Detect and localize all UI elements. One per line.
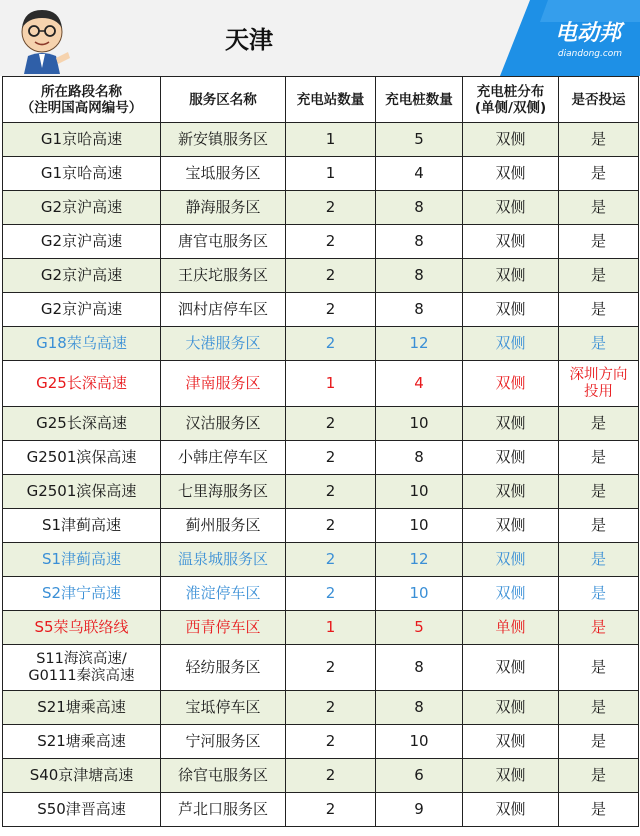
- pile-count-cell: 8: [376, 225, 463, 259]
- pile-distribution-cell: 双侧: [463, 407, 559, 441]
- status-cell: [559, 361, 639, 407]
- station-count-cell: 2: [286, 327, 376, 361]
- road-cell: [3, 157, 161, 191]
- status-cell-line: 深圳方向: [569, 366, 628, 383]
- table-row: [3, 157, 639, 191]
- station-count-cell: 2: [286, 509, 376, 543]
- table-row: [3, 577, 639, 611]
- table-row: [3, 123, 639, 157]
- status-cell-line: 是: [590, 550, 606, 568]
- status-cell-line: 是: [590, 414, 606, 432]
- pile-distribution-cell: 双侧: [463, 725, 559, 759]
- road-cell-line: S1津蓟高速: [41, 550, 122, 568]
- status-cell: [559, 645, 639, 691]
- table-header-row: [3, 77, 639, 123]
- table-row: [3, 441, 639, 475]
- road-cell-line: G2京沪高速: [40, 300, 123, 318]
- road-cell: [3, 509, 161, 543]
- road-cell-line: S2津宁高速: [41, 584, 122, 602]
- status-cell: [559, 191, 639, 225]
- status-cell-line: 是: [590, 766, 606, 784]
- road-cell-line: G1京哈高速: [40, 164, 123, 182]
- status-cell-line: 是: [590, 198, 606, 216]
- pile-count-cell: 10: [376, 577, 463, 611]
- status-cell-line: 是: [590, 698, 606, 716]
- status-cell: [559, 259, 639, 293]
- pile-count-cell: 8: [376, 441, 463, 475]
- pile-distribution-cell: 双侧: [463, 759, 559, 793]
- road-cell: [3, 611, 161, 645]
- status-cell-line: 投用: [584, 383, 613, 400]
- road-cell-line: S21塘乘高速: [37, 698, 126, 716]
- road-cell: [3, 543, 161, 577]
- status-cell-line: 是: [590, 266, 606, 284]
- service-area-cell: 宝坻停车区: [161, 691, 286, 725]
- status-cell: [559, 509, 639, 543]
- road-cell-line: G0111秦滨高速: [28, 667, 135, 684]
- road-cell: [3, 475, 161, 509]
- service-area-cell: 宁河服务区: [161, 725, 286, 759]
- status-cell: [559, 123, 639, 157]
- status-cell: [559, 327, 639, 361]
- pile-distribution-cell: 双侧: [463, 691, 559, 725]
- status-cell: [559, 577, 639, 611]
- pile-distribution-cell: 双侧: [463, 361, 559, 407]
- column-header-line: 是否投运: [571, 91, 626, 108]
- pile-count-cell: 8: [376, 191, 463, 225]
- station-count-cell: 2: [286, 691, 376, 725]
- service-area-cell: 大港服务区: [161, 327, 286, 361]
- station-count-cell: 2: [286, 191, 376, 225]
- status-cell: [559, 293, 639, 327]
- logo-text: 电动邦: [554, 21, 622, 46]
- pile-distribution-cell: 双侧: [463, 225, 559, 259]
- pile-count-cell: 8: [376, 645, 463, 691]
- service-area-cell: 王庆坨服务区: [161, 259, 286, 293]
- pile-count-cell: 4: [376, 157, 463, 191]
- table-row: [3, 361, 639, 407]
- pile-count-cell: 8: [376, 259, 463, 293]
- road-cell-line: G18荣乌高速: [36, 334, 127, 352]
- table-row: [3, 793, 639, 827]
- page-header: [0, 0, 640, 76]
- road-cell: [3, 645, 161, 691]
- road-cell-line: G25长深高速: [36, 414, 127, 432]
- operational-status-column-header: [559, 77, 639, 123]
- status-cell-line: 是: [590, 334, 606, 352]
- service-area-cell: 淮淀停车区: [161, 577, 286, 611]
- table-row: [3, 293, 639, 327]
- status-cell: [559, 759, 639, 793]
- pile-count-cell: 8: [376, 293, 463, 327]
- service-area-cell: 轻纺服务区: [161, 645, 286, 691]
- road-cell-line: G25长深高速: [36, 374, 127, 392]
- station-count-cell: 2: [286, 441, 376, 475]
- status-cell-line: 是: [590, 800, 606, 818]
- pile-count-cell: 10: [376, 509, 463, 543]
- road-cell-line: G2501滨保高速: [26, 482, 137, 500]
- pile-count-cell: 10: [376, 725, 463, 759]
- status-cell-line: 是: [590, 584, 606, 602]
- road-cell: [3, 361, 161, 407]
- station-count-cell: 1: [286, 123, 376, 157]
- road-cell-line: S50津晋高速: [37, 800, 126, 818]
- page-title: 天津: [225, 26, 273, 54]
- column-header-line: 充电桩数量: [385, 91, 453, 108]
- status-cell-line: 是: [590, 448, 606, 466]
- status-cell-line: 是: [590, 300, 606, 318]
- service-area-cell: 新安镇服务区: [161, 123, 286, 157]
- station-count-cell: 2: [286, 725, 376, 759]
- column-header-line: （注明国高网编号）: [20, 99, 143, 116]
- road-cell: [3, 441, 161, 475]
- road-cell-line: S40京津塘高速: [29, 766, 134, 784]
- service-area-cell: 七里海服务区: [161, 475, 286, 509]
- status-cell: [559, 725, 639, 759]
- road-cell-line: S21塘乘高速: [37, 732, 126, 750]
- pile-distribution-cell: 双侧: [463, 793, 559, 827]
- table-row: [3, 759, 639, 793]
- column-header-line: 充电站数量: [296, 91, 365, 108]
- service-area-cell: 静海服务区: [161, 191, 286, 225]
- status-cell: [559, 157, 639, 191]
- station-count-cell: 1: [286, 157, 376, 191]
- table-row: [3, 543, 639, 577]
- table-row: [3, 407, 639, 441]
- status-cell: [559, 441, 639, 475]
- road-cell: [3, 691, 161, 725]
- road-cell-line: G1京哈高速: [40, 130, 123, 148]
- road-cell-line: S11海滨高速/: [36, 650, 127, 667]
- road-cell-line: G2京沪高速: [40, 232, 123, 250]
- station-count-cell: 2: [286, 475, 376, 509]
- road-column-header: [3, 77, 161, 123]
- status-cell: [559, 611, 639, 645]
- pile-distribution-cell: 双侧: [463, 475, 559, 509]
- pile-distribution-cell: 双侧: [463, 191, 559, 225]
- status-cell-line: 是: [590, 658, 606, 676]
- pile-distribution-cell: 双侧: [463, 577, 559, 611]
- road-cell-line: S5荣乌联络线: [34, 618, 129, 636]
- pile-count-cell: 5: [376, 611, 463, 645]
- table-row: [3, 645, 639, 691]
- station-count-cell: 2: [286, 543, 376, 577]
- status-cell: [559, 691, 639, 725]
- station-count-column-header: [286, 77, 376, 123]
- pile-distribution-cell: 双侧: [463, 543, 559, 577]
- road-cell: [3, 293, 161, 327]
- pile-count-column-header: [376, 77, 463, 123]
- service-area-cell: 小韩庄停车区: [161, 441, 286, 475]
- service-area-cell: 津南服务区: [161, 361, 286, 407]
- pile-distribution-cell: 单侧: [463, 611, 559, 645]
- table-row: [3, 327, 639, 361]
- pile-count-cell: 6: [376, 759, 463, 793]
- logo-subtext: diandong.com: [557, 49, 623, 59]
- road-cell-line: G2京沪高速: [40, 198, 123, 216]
- pile-distribution-column-header: [463, 77, 559, 123]
- service-area-cell: 芦北口服务区: [161, 793, 286, 827]
- road-cell: [3, 259, 161, 293]
- table-row: [3, 225, 639, 259]
- cartoon-avatar-icon: [6, 2, 78, 74]
- status-cell-line: 是: [590, 618, 606, 636]
- status-cell-line: 是: [590, 732, 606, 750]
- road-cell: [3, 759, 161, 793]
- service-area-cell: 蓟州服务区: [161, 509, 286, 543]
- table-row: [3, 611, 639, 645]
- column-header-line: 所在路段名称: [41, 83, 122, 100]
- status-cell-line: 是: [590, 164, 606, 182]
- service-area-cell: 温泉城服务区: [161, 543, 286, 577]
- station-count-cell: 2: [286, 793, 376, 827]
- road-cell: [3, 793, 161, 827]
- status-cell-line: 是: [590, 482, 606, 500]
- road-cell: [3, 725, 161, 759]
- service-area-cell: 西青停车区: [161, 611, 286, 645]
- pile-count-cell: 9: [376, 793, 463, 827]
- service-area-cell: 汉沽服务区: [161, 407, 286, 441]
- station-count-cell: 2: [286, 259, 376, 293]
- pile-distribution-cell: 双侧: [463, 259, 559, 293]
- diandongbang-logo: [500, 0, 640, 76]
- road-cell: [3, 123, 161, 157]
- service-area-cell: 泗村店停车区: [161, 293, 286, 327]
- pile-count-cell: 12: [376, 543, 463, 577]
- pile-distribution-cell: 双侧: [463, 509, 559, 543]
- service-area-cell: 宝坻服务区: [161, 157, 286, 191]
- table-row: [3, 191, 639, 225]
- station-count-cell: 1: [286, 361, 376, 407]
- table-row: [3, 725, 639, 759]
- road-cell: [3, 407, 161, 441]
- pile-distribution-cell: 双侧: [463, 123, 559, 157]
- charging-station-table: [2, 76, 639, 827]
- service-area-column-header: [161, 77, 286, 123]
- status-cell: [559, 407, 639, 441]
- road-cell-line: S1津蓟高速: [41, 516, 122, 534]
- table-row: [3, 259, 639, 293]
- pile-distribution-cell: 双侧: [463, 327, 559, 361]
- table-body: [3, 123, 639, 827]
- pile-distribution-cell: 双侧: [463, 157, 559, 191]
- pile-count-cell: 10: [376, 475, 463, 509]
- pile-count-cell: 8: [376, 691, 463, 725]
- table-row: [3, 691, 639, 725]
- status-cell: [559, 543, 639, 577]
- station-count-cell: 2: [286, 225, 376, 259]
- status-cell: [559, 793, 639, 827]
- column-header-line: 充电桩分布: [476, 83, 545, 100]
- station-count-cell: 1: [286, 611, 376, 645]
- table-row: [3, 475, 639, 509]
- road-cell: [3, 191, 161, 225]
- pile-distribution-cell: 双侧: [463, 441, 559, 475]
- column-header-line: 服务区名称: [189, 91, 257, 108]
- table-row: [3, 509, 639, 543]
- status-cell-line: 是: [590, 232, 606, 250]
- road-cell: [3, 225, 161, 259]
- road-cell: [3, 327, 161, 361]
- road-cell-line: G2京沪高速: [40, 266, 123, 284]
- status-cell: [559, 225, 639, 259]
- pile-count-cell: 12: [376, 327, 463, 361]
- service-area-cell: 唐官屯服务区: [161, 225, 286, 259]
- status-cell-line: 是: [590, 516, 606, 534]
- column-header-line: (单侧/双侧): [474, 99, 547, 116]
- station-count-cell: 2: [286, 293, 376, 327]
- station-count-cell: 2: [286, 407, 376, 441]
- pile-count-cell: 4: [376, 361, 463, 407]
- station-count-cell: 2: [286, 577, 376, 611]
- status-cell-line: 是: [590, 130, 606, 148]
- pile-distribution-cell: 双侧: [463, 645, 559, 691]
- station-count-cell: 2: [286, 759, 376, 793]
- pile-distribution-cell: 双侧: [463, 293, 559, 327]
- status-cell: [559, 475, 639, 509]
- pile-count-cell: 5: [376, 123, 463, 157]
- pile-count-cell: 10: [376, 407, 463, 441]
- station-count-cell: 2: [286, 645, 376, 691]
- road-cell-line: G2501滨保高速: [26, 448, 137, 466]
- road-cell: [3, 577, 161, 611]
- service-area-cell: 徐官屯服务区: [161, 759, 286, 793]
